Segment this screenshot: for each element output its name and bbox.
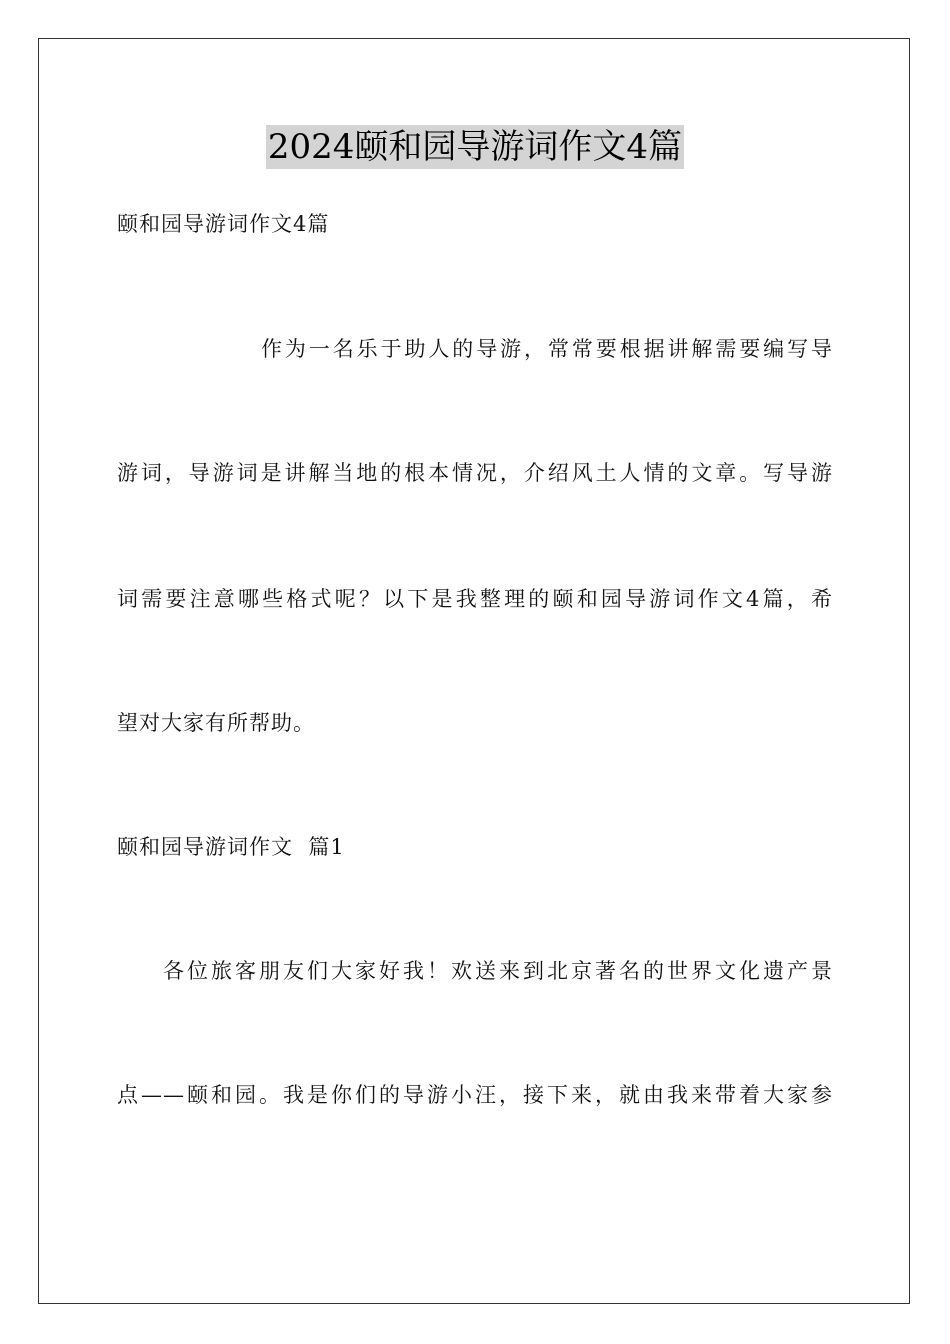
- intro-line-4: 望对大家有所帮助。: [117, 711, 315, 735]
- document-subtitle: 颐和园导游词作文4篇: [117, 212, 330, 236]
- section-line-1: 各位旅客朋友们大家好我！欢送来到北京著名的世界文化遗产景: [163, 959, 833, 983]
- intro-line-2: 游词，导游词是讲解当地的根本情况，介绍风土人情的文章。写导游: [117, 461, 833, 485]
- document-title: 2024颐和园导游词作文4篇: [267, 127, 683, 167]
- intro-line-1: 作为一名乐于助人的导游，常常要根据讲解需要编写导: [261, 337, 833, 361]
- section-line-2: 点——颐和园。我是你们的导游小汪，接下来，就由我来带着大家参: [117, 1083, 833, 1107]
- title-container: [0, 125, 950, 169]
- intro-line-3: 词需要注意哪些格式呢？以下是我整理的颐和园导游词作文4篇，希: [117, 587, 833, 611]
- section-heading: 颐和园导游词作文 篇1: [117, 835, 345, 859]
